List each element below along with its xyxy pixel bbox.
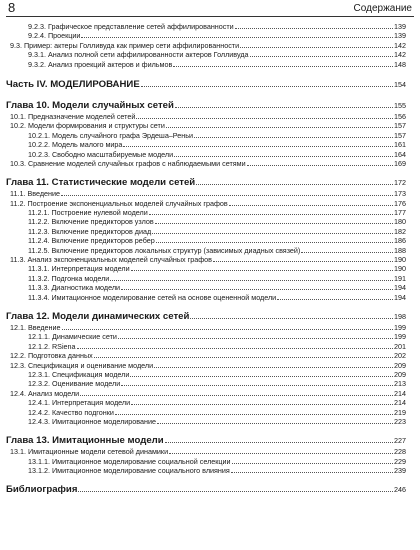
toc-dot-leader xyxy=(131,398,393,405)
toc-dot-leader xyxy=(165,436,393,443)
toc-chapter[interactable] xyxy=(6,435,406,447)
toc-subsection[interactable] xyxy=(6,408,406,417)
toc-entry-page: 223 xyxy=(394,416,406,426)
toc-dot-leader xyxy=(155,217,393,224)
toc-entry-title: 11.2.1. Построение нулевой модели xyxy=(28,208,148,218)
toc-subsection[interactable] xyxy=(6,379,406,388)
toc-subsection[interactable] xyxy=(6,246,406,255)
toc-part[interactable] xyxy=(6,79,406,91)
toc-dot-leader xyxy=(301,246,393,253)
toc-entry-page: 213 xyxy=(394,379,406,389)
toc-entry-title: 13.1. Имитационные модели сетевой динамики xyxy=(10,447,169,457)
toc-section[interactable] xyxy=(6,255,406,264)
toc-entry-page: 169 xyxy=(394,158,406,168)
toc-entry-page: 246 xyxy=(394,485,406,495)
toc-entry-page: 199 xyxy=(394,332,406,342)
toc-dot-leader xyxy=(232,457,393,464)
toc-chapter[interactable] xyxy=(6,100,406,112)
toc-entry-title: 10.3. Сравнение моделей случайных графов с наблюдаемыми сетями xyxy=(10,158,246,168)
toc-entry-title: 10.1. Предназначение моделей сетей xyxy=(10,111,136,121)
toc-subsection[interactable] xyxy=(6,417,406,426)
toc-dot-leader xyxy=(115,408,393,415)
toc-section[interactable] xyxy=(6,361,406,370)
toc-dot-leader xyxy=(80,389,393,396)
toc-dot-leader xyxy=(190,312,393,319)
toc-entry-title: 11.2.3. Включение предикторов диад xyxy=(28,226,152,236)
toc-subsection[interactable] xyxy=(6,208,406,217)
toc-dot-leader xyxy=(156,236,393,243)
toc-entry-page: 161 xyxy=(394,140,406,150)
toc-dot-leader xyxy=(174,150,393,157)
toc-dot-leader xyxy=(173,60,393,67)
toc-entry-title: 11.3.4. Имитационное моделирование сетей на основе оцененной модели xyxy=(28,292,277,302)
toc-dot-leader xyxy=(213,255,393,262)
toc-dot-leader xyxy=(62,323,393,330)
toc-dot-leader xyxy=(121,283,393,290)
toc-entry-page: 239 xyxy=(394,466,406,476)
toc-dot-leader xyxy=(250,50,393,57)
toc-subsection[interactable] xyxy=(6,264,406,273)
toc-entry-title: 12.4. Анализ модели xyxy=(10,388,80,398)
toc-section[interactable] xyxy=(6,351,406,360)
toc-bibliography[interactable] xyxy=(6,484,406,496)
toc-entry-page: 156 xyxy=(394,111,406,121)
toc-subsection[interactable] xyxy=(6,457,406,466)
toc-entry-title: 10.2.3. Свободно масштабируемые модели xyxy=(28,149,174,159)
toc-dot-leader xyxy=(166,121,393,128)
toc-dot-leader xyxy=(110,274,393,281)
toc-entry-page: 190 xyxy=(394,255,406,265)
toc-dot-leader xyxy=(175,101,393,108)
toc-dot-leader xyxy=(131,264,393,271)
toc-section[interactable] xyxy=(6,189,406,198)
toc-entry-title: 12.1.2. RSiena xyxy=(28,341,76,351)
toc-entry-title: Глава 10. Модели случайных сетей xyxy=(6,99,174,111)
toc-spacer xyxy=(6,302,406,311)
toc-dot-leader xyxy=(157,417,393,424)
toc-entry-page: 190 xyxy=(394,264,406,274)
toc-section[interactable] xyxy=(6,121,406,130)
page-header xyxy=(6,0,414,17)
table-of-contents xyxy=(6,22,406,496)
toc-entry-page: 199 xyxy=(394,322,406,332)
toc-entry-title: Глава 11. Статистические модели сетей xyxy=(6,177,196,189)
toc-entry-page: 177 xyxy=(394,208,406,218)
toc-entry-page: 180 xyxy=(394,217,406,227)
toc-entry-page: 155 xyxy=(394,100,406,110)
toc-subsection[interactable] xyxy=(6,332,406,341)
toc-entry-title: 9.3.2. Анализ проекций актеров и фильмов xyxy=(28,59,173,69)
toc-entry-page: 148 xyxy=(394,59,406,69)
toc-spacer xyxy=(6,168,406,177)
toc-entry-page: 173 xyxy=(394,189,406,199)
toc-subsection[interactable] xyxy=(6,50,406,59)
toc-entry-page: 219 xyxy=(394,407,406,417)
toc-entry-title: 11.3.2. Подгонка модели xyxy=(28,273,110,283)
toc-entry-title: 9.3. Пример: актеры Голливуда как пример сети аффилированности xyxy=(10,40,240,50)
toc-entry-page: 154 xyxy=(394,79,406,89)
toc-entry-page: 194 xyxy=(394,292,406,302)
toc-entry-title: 11.2.2. Включение предикторов узлов xyxy=(28,217,154,227)
toc-entry-page: 164 xyxy=(394,149,406,159)
toc-dot-leader xyxy=(196,178,393,185)
toc-dot-leader xyxy=(94,351,393,358)
toc-subsection[interactable] xyxy=(6,283,406,292)
toc-chapter[interactable] xyxy=(6,311,406,323)
toc-entry-title: 12.3.1. Спецификация модели xyxy=(28,369,130,379)
toc-entry-page: 227 xyxy=(394,436,406,446)
running-title: Содержание xyxy=(353,3,412,14)
toc-entry-title: 13.1.2. Имитационное моделирование социального влияния xyxy=(28,466,230,476)
toc-entry-page: 191 xyxy=(394,273,406,283)
toc-entry-page: 202 xyxy=(394,351,406,361)
toc-entry-title: 11.3. Анализ экспоненциальных моделей случайных графов xyxy=(10,255,212,265)
toc-dot-leader xyxy=(123,140,393,147)
toc-subsection[interactable] xyxy=(6,31,406,40)
toc-dot-leader xyxy=(78,485,393,492)
toc-entry-title: 10.2.2. Модель малого мира xyxy=(28,140,123,150)
toc-dot-leader xyxy=(130,370,393,377)
toc-entry-page: 176 xyxy=(394,198,406,208)
toc-entry-page: 214 xyxy=(394,398,406,408)
toc-dot-leader xyxy=(149,208,393,215)
toc-dot-leader xyxy=(152,227,393,234)
toc-dot-leader xyxy=(118,332,393,339)
toc-dot-leader xyxy=(154,361,393,368)
toc-entry-title: 11.1. Введение xyxy=(10,189,60,199)
toc-dot-leader xyxy=(61,189,393,196)
toc-entry-title: 9.3.1. Анализ полной сети аффилированности актеров Голливуда xyxy=(28,50,249,60)
toc-subsection[interactable] xyxy=(6,217,406,226)
toc-entry-title: 11.2. Построение экспоненциальных моделей случайных графов xyxy=(10,198,228,208)
toc-entry-page: 214 xyxy=(394,388,406,398)
toc-entry-title: Глава 13. Имитационные модели xyxy=(6,435,164,447)
toc-entry-title: 12.3.2. Оценивание модели xyxy=(28,379,121,389)
toc-subsection[interactable] xyxy=(6,342,406,351)
toc-section[interactable] xyxy=(6,323,406,332)
toc-spacer xyxy=(6,69,406,79)
toc-dot-leader xyxy=(247,159,393,166)
toc-entry-page: 142 xyxy=(394,50,406,60)
toc-entry-title: 9.2.3. Графическое представление сетей аффилированности xyxy=(28,22,234,31)
toc-entry-title: Часть IV. МОДЕЛИРОВАНИЕ xyxy=(6,78,140,90)
toc-subsection[interactable] xyxy=(6,150,406,159)
toc-entry-title: 12.3. Спецификация и оценивание модели xyxy=(10,360,154,370)
toc-subsection[interactable] xyxy=(6,227,406,236)
toc-dot-leader xyxy=(121,379,393,386)
toc-dot-leader xyxy=(277,293,393,300)
toc-dot-leader xyxy=(235,22,393,29)
toc-dot-leader xyxy=(169,447,393,454)
toc-entry-title: 11.3.1. Интерпретация модели xyxy=(28,264,130,274)
toc-subsection[interactable] xyxy=(6,370,406,379)
toc-spacer xyxy=(6,475,406,484)
toc-entry-title: 10.2.1. Модель случайного графа Эрдеша–Реньи xyxy=(28,130,194,140)
toc-spacer xyxy=(6,426,406,435)
toc-dot-leader xyxy=(231,466,393,473)
toc-entry-page: 157 xyxy=(394,121,406,131)
toc-subsection[interactable] xyxy=(6,274,406,283)
toc-dot-leader xyxy=(194,131,393,138)
toc-dot-leader xyxy=(77,342,393,349)
toc-dot-leader xyxy=(229,199,393,206)
toc-subsection[interactable] xyxy=(6,131,406,140)
toc-entry-page: 194 xyxy=(394,283,406,293)
toc-entry-page: 198 xyxy=(394,311,406,321)
toc-entry-title: 10.2. Модели формирования и структуры сети xyxy=(10,121,165,131)
toc-entry-title: 12.4.3. Имитационное моделирование xyxy=(28,416,157,426)
toc-subsection[interactable] xyxy=(6,398,406,407)
toc-subsection[interactable] xyxy=(6,140,406,149)
toc-entry-title: 11.2.4. Включение предикторов ребер xyxy=(28,236,155,246)
toc-section[interactable] xyxy=(6,112,406,121)
toc-entry-title: 11.2.5. Включение предикторов локальных структур (зависимых диадных связей) xyxy=(28,245,301,255)
toc-section[interactable] xyxy=(6,389,406,398)
toc-section[interactable] xyxy=(6,159,406,168)
toc-subsection[interactable] xyxy=(6,60,406,69)
toc-entry-title: 12.1.1. Динамические сети xyxy=(28,332,117,342)
page-number: 8 xyxy=(8,0,16,15)
toc-subsection[interactable] xyxy=(6,293,406,302)
toc-dot-leader xyxy=(81,31,393,38)
toc-entry-page: 209 xyxy=(394,369,406,379)
toc-entry-page: 157 xyxy=(394,130,406,140)
toc-entry-page: 201 xyxy=(394,341,406,351)
toc-entry-page: 139 xyxy=(394,31,406,41)
toc-subsection[interactable] xyxy=(6,466,406,475)
toc-entry-page: 229 xyxy=(394,456,406,466)
toc-entry-title: Глава 12. Модели динамических сетей xyxy=(6,310,190,322)
toc-entry-title: 11.3.3. Диагностика модели xyxy=(28,283,121,293)
toc-entry-page: 228 xyxy=(394,447,406,457)
toc-entry-page: 172 xyxy=(394,178,406,188)
toc-section[interactable] xyxy=(6,447,406,456)
toc-dot-leader xyxy=(141,80,393,87)
toc-entry-title: 9.2.4. Проекции xyxy=(28,31,81,41)
toc-entry-page: 186 xyxy=(394,236,406,246)
toc-dot-leader xyxy=(240,41,393,48)
toc-spacer xyxy=(6,91,406,100)
toc-section[interactable] xyxy=(6,41,406,50)
toc-chapter[interactable] xyxy=(6,177,406,189)
toc-dot-leader xyxy=(136,112,393,119)
toc-entry-page: 142 xyxy=(394,40,406,50)
toc-entry-title: 12.4.1. Интерпретация модели xyxy=(28,398,131,408)
toc-entry-page: 209 xyxy=(394,360,406,370)
toc-subsection[interactable] xyxy=(6,22,406,31)
toc-section[interactable] xyxy=(6,199,406,208)
toc-entry-title: 13.1.1. Имитационное моделирование социальной селекции xyxy=(28,456,231,466)
toc-entry-page: 182 xyxy=(394,226,406,236)
toc-entry-title: 12.4.2. Качество подгонки xyxy=(28,407,114,417)
toc-entry-page: 188 xyxy=(394,245,406,255)
toc-entry-title: 12.2. Подготовка данных xyxy=(10,351,93,361)
toc-entry-page: 139 xyxy=(394,22,406,31)
toc-entry-title: 12.1. Введение xyxy=(10,322,61,332)
toc-subsection[interactable] xyxy=(6,236,406,245)
toc-entry-title: Библиография xyxy=(6,484,78,496)
